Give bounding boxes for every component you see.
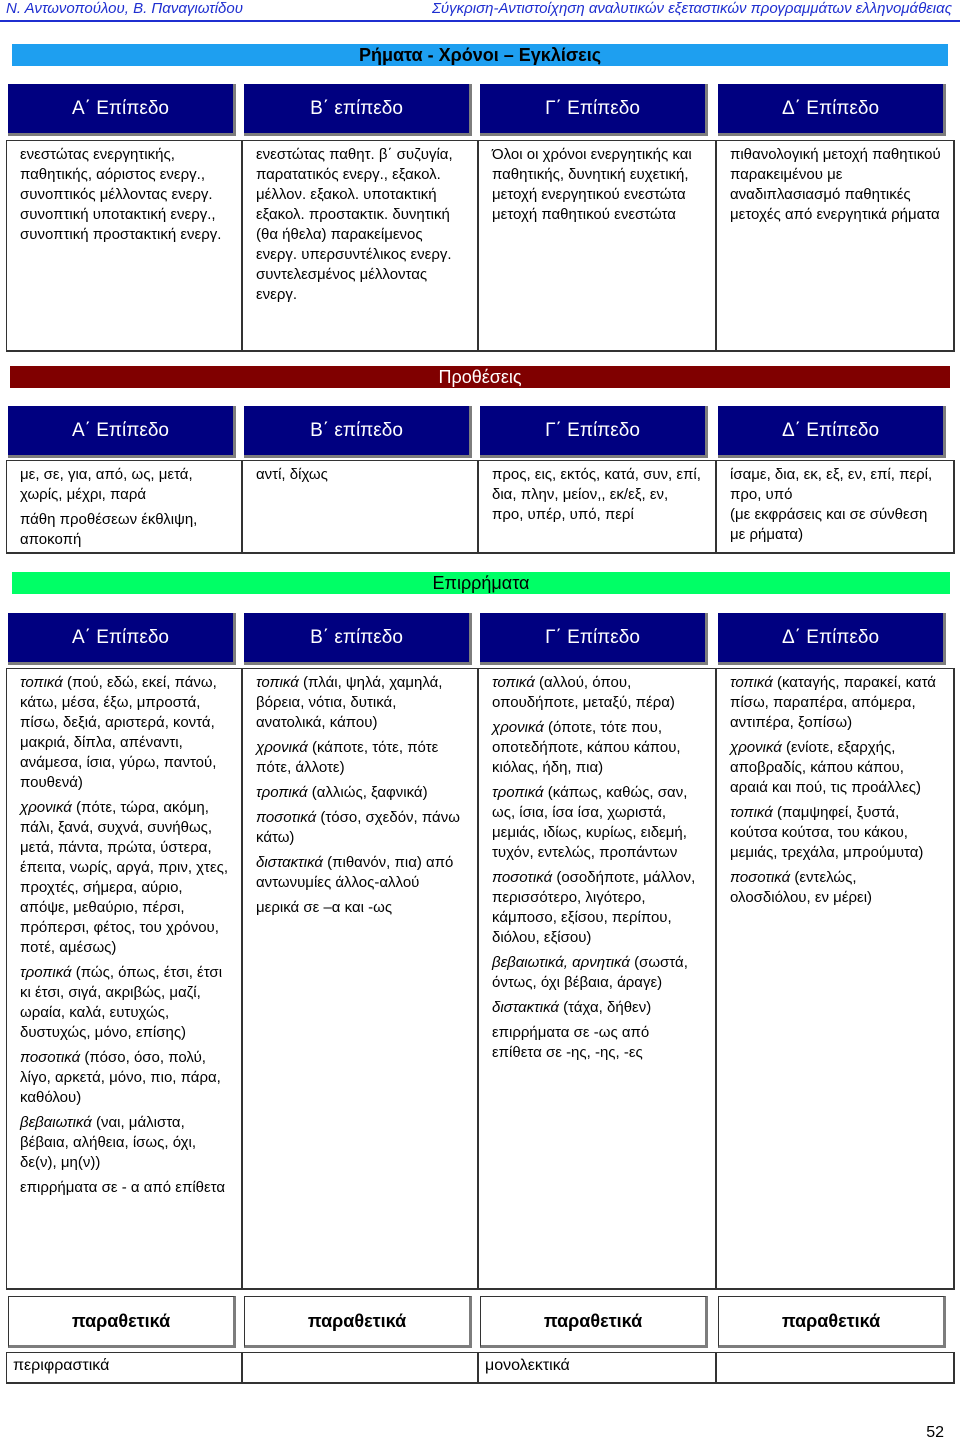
adverbs-level-d xyxy=(716,668,955,1290)
prepositions-d-list: ίσαμε, δια, εκ, εξ, εν, επί, περί, προ, υπό xyxy=(730,466,933,503)
level-b-header: Β΄ επίπεδο xyxy=(244,84,472,136)
adverbs-a-quantity: ποσοτικά (πόσο, όσο, πολύ, λίγο, αρκετά, μόνο, πιο, πάρα, καθόλου) xyxy=(20,1049,221,1106)
adverbs-b-local: τοπικά (πλάι, ψηλά, χαμηλά, βόρεια, νότια, δυτικά, ανατολικά, κάπου) xyxy=(256,674,443,731)
level-header-row xyxy=(8,613,953,665)
comparatives-c-header: παραθετικά xyxy=(480,1296,708,1348)
level-a-header: Α΄ Επίπεδο xyxy=(8,406,236,458)
prepositions-level-d xyxy=(716,460,955,554)
prepositions-c-list: προς, εις, εκτός, κατά, συν, επί, δια, πλην, μείον,, εκ/εξ, εν, προ, υπέρ, υπό, περί xyxy=(492,466,701,523)
adverbs-d-local-2: τοπικά (παμψηφεί, ξυστά, κούτσα κούτσα, του κάκου, μεμιάς, τρεχάλα, μπρούμυτα) xyxy=(730,804,924,861)
page-number: 52 xyxy=(926,1424,944,1441)
adverbs-a-temporal: χρονικά (πότε, τώρα, ακόμη, πάλι, ξανά, συχνά, συνήθως, μετά, πάντα, πρώτα, ύστερα, έπειτα, νωρίς, αργά, πριν, χτες, προχτές, σήμερα, αύριο, απόψε, μεθαύριο, πέρσι, πρόπερσι, φέτος, του χρόνου, ποτέ, αμέσως) xyxy=(20,799,229,956)
level-header-row xyxy=(8,84,953,136)
level-d-header: Δ΄ Επίπεδο xyxy=(718,84,946,136)
adverbs-level-c xyxy=(478,668,717,1290)
comparatives-level-d xyxy=(716,1352,955,1384)
adverbs-a-local: τοπικά (πού, εδώ, εκεί, πάνω, κάτω, μέσα, έξω, μπροστά, πίσω, δεξιά, αριστερά, κοντά, μακριά, δίπλα, απέναντι, ανάμεσα, ίσια, γύρω, παντού, πουθενά) xyxy=(20,674,217,791)
adverbs-c-temporal: χρονικά (όποτε, τότε που, οποτεδήποτε, κάπου κάπου, κιόλας, ήδη, πια) xyxy=(492,719,681,776)
adverbs-b-quantity: ποσοτικά (τόσο, σχεδόν, πάνω κάτω) xyxy=(256,809,460,846)
prepositions-a-note: πάθη προθέσεων έκθλιψη, αποκοπή xyxy=(20,511,198,548)
prepositions-d-note: (με εκφράσεις και σε σύνθεση με ρήματα) xyxy=(730,506,928,543)
verbs-row xyxy=(6,140,955,352)
level-c-header: Γ΄ Επίπεδο xyxy=(480,406,708,458)
level-a-header: Α΄ Επίπεδο xyxy=(8,613,236,665)
verbs-level-a: ενεστώτας ενεργητικής, παθητικής, αόριστος ενεργ., συνοπτικός μέλλοντας ενεργ. συνοπτική υποτακτική ενεργ., συνοπτική προστακτική ενεργ. xyxy=(6,140,243,352)
adverbs-c-manner: τροπικά (κάπως, καθώς, σαν, ως, ίσια, ίσα ίσα, χωριστά, μεμιάς, ιδίως, κυρίως, ειδεμή, τυχόν, εντελώς, προπάντων xyxy=(492,784,688,861)
adverbs-a-from-adjectives: επιρρήματα σε - α από επίθετα xyxy=(20,1179,226,1196)
header-authors: Ν. Αντωνοπούλου, Β. Παναγιωτίδου xyxy=(6,0,243,17)
adverbs-b-temporal: χρονικά (κάποτε, τότε, πότε πότε, άλλοτε) xyxy=(256,739,439,776)
level-b-header: Β΄ επίπεδο xyxy=(244,613,472,665)
adverbs-d-local: τοπικά (καταγής, παρακεί, κατά πίσω, παραπέρα, απόμερα, αντιπέρα, ξοπίσω) xyxy=(730,674,936,731)
adverbs-d-quantity: ποσοτικά (εντελώς, ολοσδιόλου, εν μέρει) xyxy=(730,869,873,906)
prepositions-a-list: με, σε, για, από, ως, μετά, χωρίς, μέχρι, παρά xyxy=(20,466,193,503)
level-d-header: Δ΄ Επίπεδο xyxy=(718,613,946,665)
adverbs-c-from-adjectives: επιρρήματα σε -ως από επίθετα σε -ης, -ης, -ες xyxy=(492,1024,650,1061)
adverbs-c-affirmative-negative: βεβαιωτικά, αρνητικά (σωστά, όντως, όχι βέβαια, άραγε) xyxy=(492,954,688,991)
level-header-row xyxy=(8,406,953,458)
verbs-level-c: Όλοι οι χρόνοι ενεργητικής και παθητικής, δυνητική ευχετική, μετοχή ενεργητικού ενεστώτα μετοχή παθητικού ενεστώτα xyxy=(478,140,717,352)
prepositions-b-list: αντί, δίχως xyxy=(256,466,328,483)
prepositions-row xyxy=(6,460,955,554)
level-d-header: Δ΄ Επίπεδο xyxy=(718,406,946,458)
prepositions-level-b xyxy=(242,460,479,554)
comparatives-row xyxy=(6,1352,955,1384)
adverbs-row xyxy=(6,668,955,1290)
level-c-header: Γ΄ Επίπεδο xyxy=(480,613,708,665)
level-a-header: Α΄ Επίπεδο xyxy=(8,84,236,136)
comparatives-header-row xyxy=(8,1296,953,1348)
adverbs-c-local: τοπικά (αλλού, όπου, οπουδήποτε, μεταξύ, πέρα) xyxy=(492,674,675,711)
prepositions-level-a xyxy=(6,460,243,554)
level-c-header: Γ΄ Επίπεδο xyxy=(480,84,708,136)
comparatives-a-header: παραθετικά xyxy=(8,1296,236,1348)
level-b-header: Β΄ επίπεδο xyxy=(244,406,472,458)
header-subtitle: Σύγκριση-Αντιστοίχηση αναλυτικών εξεταστικών προγραμμάτων ελληνομάθειας xyxy=(431,0,952,17)
comparatives-level-b xyxy=(242,1352,479,1384)
adverbs-level-a xyxy=(6,668,243,1290)
adverbs-level-b xyxy=(242,668,479,1290)
section-title-adverbs: Επιρρήματα xyxy=(12,572,950,594)
adverbs-a-affirmative: βεβαιωτικά (ναι, μάλιστα, βέβαια, αλήθεια, ίσως, όχι, δε(ν), μη(ν)) xyxy=(20,1114,197,1171)
adverbs-b-manner: τροπικά (αλλιώς, ξαφνικά) xyxy=(256,784,428,801)
adverbs-b-endings: μερικά σε –α και -ως xyxy=(256,899,393,916)
adverbs-a-manner: τροπικά (πώς, όπως, έτσι, έτσι κι έτσι, σιγά, ακριβώς, μαζί, ωραία, καλά, ευτυχώς, δυστυχώς, μόνο, επίσης) xyxy=(20,964,223,1041)
prepositions-level-c xyxy=(478,460,717,554)
adverbs-d-temporal: χρονικά (ενίοτε, εξαρχής, αποβραδίς, κάπου κάπου, αραιά και πού, τις προάλλες) xyxy=(730,739,922,796)
adverbs-c-quantity: ποσοτικά (οσοδήποτε, μάλλον, περισσότερο, λιγότερο, κάμποσο, εξίσου, περίπου, διόλου, εξίσου) xyxy=(492,869,696,946)
verbs-level-d: πιθανολογική μετοχή παθητικού παρακειμένου με αναδιπλασιασμό παθητικές μετοχές από ενεργητικά ρήματα xyxy=(716,140,955,352)
comparatives-level-c: μονολεκτικά xyxy=(478,1352,717,1384)
adverbs-b-hesitant: διστακτικά (πιθανόν, πια) από αντωνυμίες άλλος-αλλού xyxy=(256,854,454,891)
verbs-level-b: ενεστώτας παθητ. β΄ συζυγία, παρατατικός ενεργ., εξακολ. μέλλον. εξακολ. υποτακτική εξακολ. προστακτικ. δυνητική (θα ήθελα) παρακείμενος ενεργ. υπερσυντέλικος ενεργ. συντελεσμένος μέλλοντας ενεργ. xyxy=(242,140,479,352)
comparatives-d-header: παραθετικά xyxy=(718,1296,946,1348)
comparatives-b-header: παραθετικά xyxy=(244,1296,472,1348)
adverbs-c-hesitant: διστακτικά (τάχα, δήθεν) xyxy=(492,999,652,1016)
section-title-verbs: Ρήματα - Χρόνοι – Εγκλίσεις xyxy=(12,44,948,66)
page-header xyxy=(0,0,960,22)
comparatives-level-a: περιφραστικά xyxy=(6,1352,243,1384)
section-title-prepositions: Προθέσεις xyxy=(10,366,950,388)
